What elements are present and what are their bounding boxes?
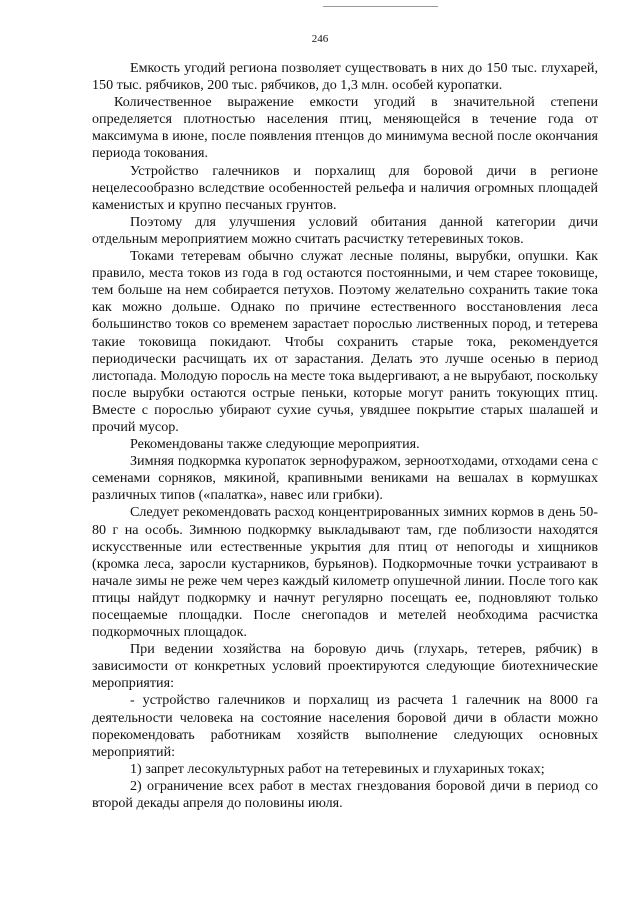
paragraph-gravel-pits: Устройство галечников и порхалищ для боровой дичи в регионе нецелесообразно вследствие особенностей рельефа и наличия огромных площадей каменистых и крупно песчаных грунтов. [92,162,598,213]
paragraph-recommendations: Рекомендованы также следующие мероприятия. [130,436,420,453]
list-item-1: 1) запрет лесокультурных работ на тетеревиных и глухариных токах; [130,760,545,777]
text-body [92,60,598,812]
paragraph-lek-clearing: Поэтому для улучшения условий обитания данной категории дичи отдельным мероприятием можно считать расчистку тетеревиных токов. [92,213,598,247]
paragraph-feed-rate: Следует рекомендовать расход концентрированных зимних кормов в день 50-80 г на особь. Зимнюю подкормку выкладывают там, где поблизости находятся искусственные или естественные укрытия для птиц от непогоды и хищников (кромка леса, заросли кустарников, бурьянов). Подкормочные точки устраивают в начале зимы не реже чем через каждый километр опушечной линии. После того как птицы найдут подкормку и начнут регулярно посещать ее, подновляют только посещаемые площадки. После снегопадов и метелей необходима расчистка подкормочных площадок. [92,504,598,641]
list-item-2: 2) ограничение всех работ в местах гнездования боровой дичи в период со второй декады апреля до половины июля. [92,777,598,812]
paragraph-winter-feeding: Зимняя подкормка куропаток зернофуражом, зерноотходами, отходами сена с семенами сорняков, мякиной, крапивными вениками на вешалах в кормушках различных типов («палатка», навес или грибки). [92,453,598,504]
paragraph-capacity: Емкость угодий региона позволяет существовать в них до 150 тыс. глухарей, 150 тыс. рябчиков, 200 тыс. рябчиков, до 1,3 млн. особей куропатки. [92,60,598,94]
list-item-gravel: - устройство галечников и порхалищ из расчета 1 галечник на 8000 га деятельности человека на состояние населения боровой дичи в области можно порекомендовать работникам хозяйств выполнение следующих основных мероприятий: [92,692,598,760]
page-number: 246 [311,33,329,45]
paragraph-leks: Токами тетеревам обычно служат лесные поляны, вырубки, опушки. Как правило, места токов из года в год остаются постоянными, и чем старее токовище, тем больше на нем собирается петухов. Поэтому желательно сохранить такие тока как можно дольше. Однако по причине естественного восстановления леса большинство токов со временем зарастает порослью лиственных пород, и тетерева такие токовища покидают. Чтобы сохранить старые тока, рекомендуется периодически расчищать их от зарастания. Делать это лучше осенью в период листопада. Молодую поросль на месте тока выдергивают, а не вырубают, поскольку после вырубки остаются острые пеньки, которые могут ранить токующих птиц. Вместе с порослью убирают сухие сучья, увядшее покрытие старых шалашей и прочий мусор. [92,248,598,435]
top-rule-line [323,6,438,7]
paragraph-population-density: Количественное выражение емкости угодий в значительной степени определяется плотностью населения птиц, меняющейся в течение года от максимума в июне, после появления птенцов до минимума весной после окончания периода токования. [92,94,598,162]
paragraph-management: При ведении хозяйства на боровую дичь (глухарь, тетерев, рябчик) в зависимости от конкретных условий проектируются следующие биотехнические мероприятия: [92,641,598,692]
